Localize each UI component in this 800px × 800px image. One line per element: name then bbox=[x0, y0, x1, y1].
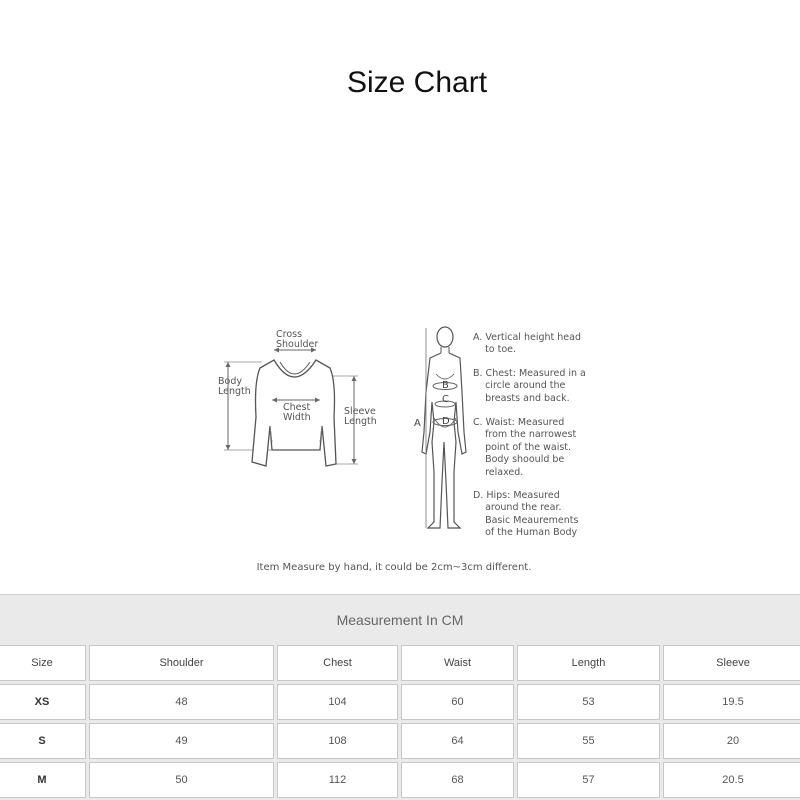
legend-c-line: point of the waist. bbox=[473, 441, 572, 453]
legend-d-line: around the rear. bbox=[473, 502, 562, 514]
table-cell: 50 bbox=[89, 762, 274, 798]
legend-b-line: breasts and back. bbox=[473, 392, 570, 404]
legend-d-line: of the Human Body bbox=[473, 527, 578, 539]
legend-b-line: B. Chest: Measured in a bbox=[473, 368, 586, 379]
marker-c: C bbox=[442, 394, 449, 405]
human-body-illustration bbox=[408, 322, 478, 544]
marker-d: D bbox=[442, 416, 450, 427]
legend-b-line: circle around the bbox=[473, 380, 566, 392]
cross-shoulder-label-2: Shoulder bbox=[276, 339, 319, 350]
legend-c-line: from the narrowest bbox=[473, 429, 577, 441]
legend-a bbox=[473, 332, 603, 357]
marker-a: A bbox=[414, 418, 421, 429]
table-row-size: XS bbox=[0, 684, 86, 720]
table-row-size: S bbox=[0, 723, 86, 759]
table-cell: 49 bbox=[89, 723, 274, 759]
legend-b bbox=[473, 368, 603, 405]
legend-d-line: Basic Meaurements bbox=[473, 514, 579, 526]
header-sleeve: Sleeve bbox=[663, 645, 800, 681]
header-chest: Chest bbox=[277, 645, 398, 681]
legend-d-line: D. Hips: Measured bbox=[473, 490, 560, 501]
table-cell: 55 bbox=[517, 723, 660, 759]
header-length: Length bbox=[517, 645, 660, 681]
legend-c-line: C. Waist: Measured bbox=[473, 417, 565, 428]
table-row-size: M bbox=[0, 762, 86, 798]
header-shoulder: Shoulder bbox=[89, 645, 274, 681]
table-cell: 112 bbox=[277, 762, 398, 798]
chest-width-label-2: Width bbox=[283, 412, 311, 423]
chest-width-label: Chest bbox=[283, 402, 311, 413]
table-cell: 48 bbox=[89, 684, 274, 720]
sleeve-length-label: Sleeve bbox=[344, 406, 376, 417]
table-cell: 108 bbox=[277, 723, 398, 759]
garment-diagram bbox=[212, 322, 382, 472]
legend-a-line: to toe. bbox=[473, 344, 517, 356]
sleeve-length-label-2: Length bbox=[344, 416, 377, 427]
measurement-table bbox=[0, 594, 800, 800]
marker-b: B bbox=[442, 380, 449, 391]
legend-d bbox=[473, 490, 603, 540]
table-cell: 20 bbox=[663, 723, 800, 759]
legend-c-line: relaxed. bbox=[473, 466, 524, 478]
table-cell: 19.5 bbox=[663, 684, 800, 720]
header-waist: Waist bbox=[401, 645, 514, 681]
legend-a-line: A. Vertical height head bbox=[473, 332, 581, 343]
sweater-illustration bbox=[212, 322, 382, 472]
legend-c-line: Body shoould be bbox=[473, 454, 565, 466]
table-cell: 104 bbox=[277, 684, 398, 720]
measurement-note: Item Measure by hand, it could be 2cm~3cm different. bbox=[256, 562, 532, 573]
body-length-label: Body bbox=[218, 376, 242, 387]
table-cell: 68 bbox=[401, 762, 514, 798]
body-length-label-2: Length bbox=[218, 386, 251, 397]
table-cell: 60 bbox=[401, 684, 514, 720]
cross-shoulder-label: Cross bbox=[276, 329, 303, 340]
table-cell: 57 bbox=[517, 762, 660, 798]
table-cell: 20.5 bbox=[663, 762, 800, 798]
table-caption: Measurement In CM bbox=[0, 594, 800, 643]
table-cell: 64 bbox=[401, 723, 514, 759]
header-size: Size bbox=[0, 645, 86, 681]
page-title: Size Chart bbox=[346, 66, 488, 99]
table-cell: 53 bbox=[517, 684, 660, 720]
legend-c bbox=[473, 417, 603, 479]
